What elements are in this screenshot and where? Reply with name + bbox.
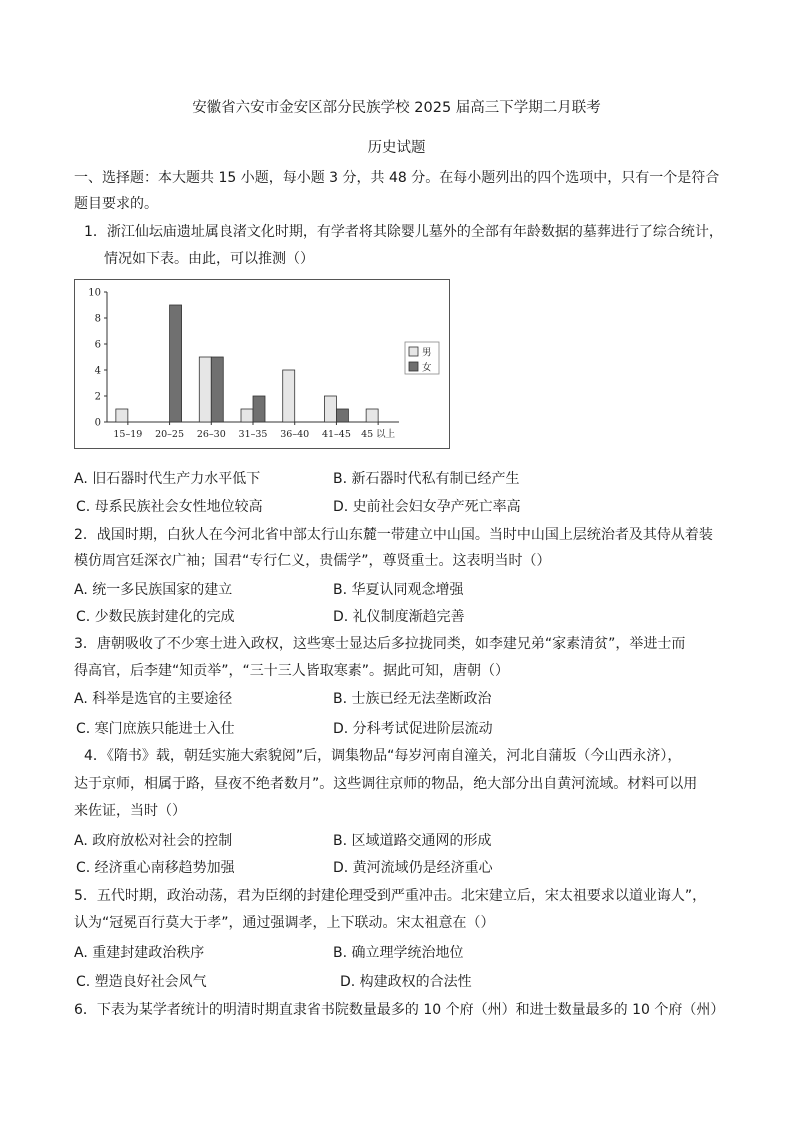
- q5-option-a[interactable]: A. 重建封建政治秩序: [74, 945, 205, 961]
- exam-subtitle: 历史试题: [367, 140, 426, 156]
- legend-swatch: [409, 362, 418, 371]
- bar-male: [116, 409, 128, 422]
- x-tick-label: 20–25: [155, 429, 185, 440]
- q1-option-c[interactable]: C. 母系民族社会女性地位较高: [76, 499, 263, 515]
- q2-stem-line1: 2．战国时期，白狄人在今河北省中部太行山东麓一带建立中山国。当时中山国上层统治者及其侍从着装: [74, 527, 713, 543]
- legend-label: 男: [422, 347, 432, 359]
- bar-female: [253, 396, 265, 422]
- bar-female: [336, 409, 348, 422]
- q1-stem-line1: 1．浙江仙坛庙遗址属良渚文化时期，有学者将其除婴儿墓外的全部有年龄数据的墓葬进行了综合统计，: [84, 224, 723, 240]
- bar-female: [170, 305, 182, 422]
- bar-male: [366, 409, 378, 422]
- x-tick-label: 36–40: [280, 429, 310, 440]
- q2-stem-line2: 模仿周宫廷深衣广袖；国君“专行仁义，贵儒学”，尊贤重士。这表明当时（）: [74, 553, 551, 569]
- x-tick-label: 41–45: [321, 429, 351, 440]
- q1-option-d[interactable]: D. 史前社会妇女孕产死亡率高: [333, 499, 521, 515]
- q4-option-c[interactable]: C. 经济重心南移趋势加强: [76, 860, 235, 876]
- x-tick-label: 31–35: [238, 429, 268, 440]
- q5-option-b[interactable]: B. 确立理学统治地位: [333, 945, 464, 961]
- q3-stem-line1: 3．唐朝吸收了不少寒士进入政权，这些寒士显达后多拉拢同类，如李建兄弟“家素清贫”，举进士而: [74, 636, 686, 652]
- q4-option-b[interactable]: B. 区域道路交通网的形成: [333, 833, 492, 849]
- q3-option-b[interactable]: B. 士族已经无法垄断政治: [333, 691, 492, 707]
- legend-swatch: [409, 347, 418, 356]
- age-bar-chart: [74, 279, 450, 449]
- q2-option-c[interactable]: C. 少数民族封建化的完成: [76, 609, 235, 625]
- y-tick-label: 6: [94, 339, 101, 351]
- q3-option-a[interactable]: A. 科举是选官的主要途径: [74, 691, 233, 707]
- q4-stem-line2: 达于京师，相属于路，昼夜不绝者数月”。这些调往京师的物品，绝大部分出自黄河流域。材料可以用: [74, 776, 698, 792]
- y-tick-label: 10: [88, 287, 101, 299]
- q2-option-b[interactable]: B. 华夏认同观念增强: [333, 582, 464, 598]
- q2-option-a[interactable]: A. 统一多民族国家的建立: [74, 582, 233, 598]
- legend-label: 女: [422, 362, 432, 374]
- q3-option-d[interactable]: D. 分科考试促进阶层流动: [333, 721, 493, 737]
- section-heading-line1: 一、选择题：本大题共 15 小题，每小题 3 分，共 48 分。在每小题列出的四个选项中，只有一个是符合: [74, 170, 720, 186]
- q2-option-d[interactable]: D. 礼仪制度渐趋完善: [333, 609, 465, 625]
- x-tick-label: 15–19: [113, 429, 143, 440]
- q4-option-a[interactable]: A. 政府放松对社会的控制: [74, 833, 233, 849]
- q4-stem-line3: 来佐证，当时（）: [74, 803, 186, 819]
- q5-option-c[interactable]: C. 塑造良好社会风气: [76, 974, 207, 990]
- bar-male: [241, 409, 253, 422]
- chart-svg: [75, 280, 449, 448]
- q4-option-d[interactable]: D. 黄河流域仍是经济重心: [333, 860, 493, 876]
- section-heading-line2: 题目要求的。: [74, 196, 158, 212]
- q3-stem-line2: 得高官，后李建“知贡举”，“三十三人皆取寒素”。据此可知，唐朝（）: [74, 663, 510, 679]
- q5-stem-line2: 认为“冠冕百行莫大于孝”，通过强调孝，上下联动。宋太祖意在（）: [74, 915, 495, 931]
- y-tick-label: 4: [94, 365, 101, 377]
- exam-title: 安徽省六安市金安区部分民族学校 2025 届高三下学期二月联考: [192, 100, 601, 116]
- q1-stem-line2: 情况如下表。由此，可以推测（）: [104, 251, 314, 267]
- bar-male: [199, 357, 211, 422]
- y-tick-label: 2: [94, 391, 101, 403]
- x-tick-label: 26–30: [196, 429, 226, 440]
- y-tick-label: 0: [94, 417, 101, 429]
- bar-male: [324, 396, 336, 422]
- q3-option-c[interactable]: C. 寒门庶族只能进士入仕: [76, 721, 235, 737]
- y-tick-label: 8: [94, 313, 101, 325]
- q5-stem-line1: 5．五代时期，政治动荡，君为臣纲的封建伦理受到严重冲击。北宋建立后，宋太祖要求以道业诲人”，: [74, 888, 707, 904]
- q1-option-a[interactable]: A. 旧石器时代生产力水平低下: [74, 471, 261, 487]
- q6-stem-line1: 6．下表为某学者统计的明清时期直隶省书院数量最多的 10 个府（州）和进士数量最多的 10 个府（州）: [74, 1002, 725, 1018]
- q4-stem-line1: 4．《隋书》载，朝廷实施大索貌阅”后，调集物品“每岁河南自潼关，河北自蒲坂（今山西永济），: [84, 748, 682, 764]
- q5-option-d[interactable]: D. 构建政权的合法性: [340, 974, 472, 990]
- x-tick-label: 45 以上: [361, 429, 396, 440]
- q1-option-b[interactable]: B. 新石器时代私有制已经产生: [333, 471, 520, 487]
- bar-female: [211, 357, 223, 422]
- bar-male: [283, 370, 295, 422]
